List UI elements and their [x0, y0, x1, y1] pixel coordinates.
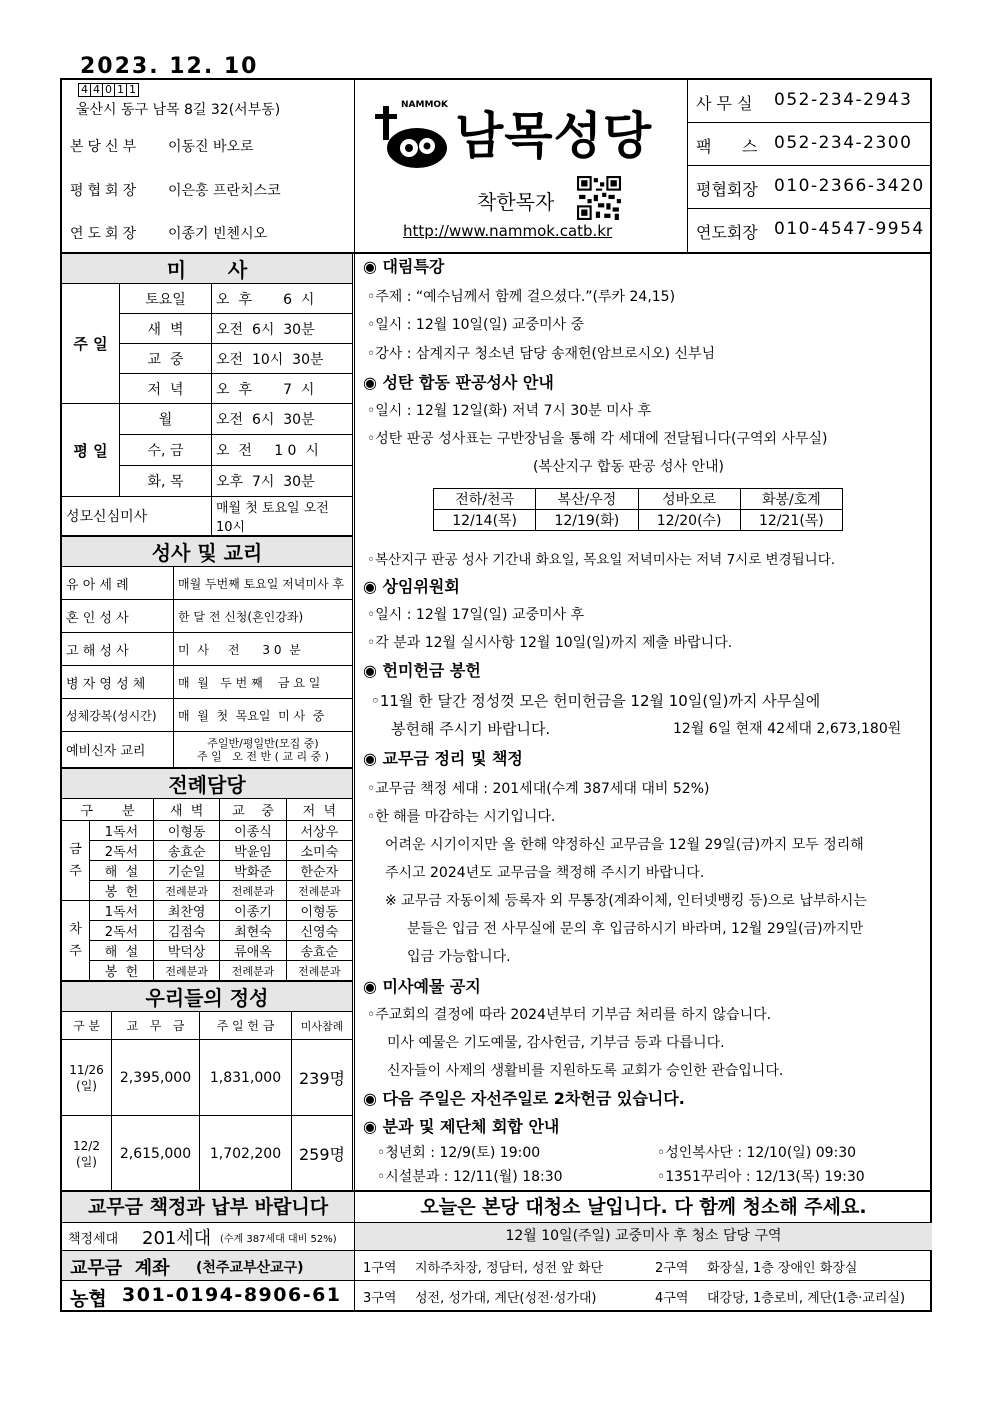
- zones-row-1: 1구역 지하주차장, 정담터, 성전 앞 화단 2구역 화장실, 1층 장애인 화장실: [355, 1250, 932, 1280]
- footer-strip: [62, 1190, 932, 1310]
- notice-meetings-title: ◉ 분과 및 제단체 회합 안내: [363, 1114, 559, 1137]
- notices-column: ◉ 대림특강 ◦주제 : “예수님께서 함께 걸으셨다.”(루카 24,15) ◦일시 : 12월 10일(일) 교중미사 중 ◦강사 : 삼계지구 청소년 담당 송재헌(암브로시오) 신부님 ◉ 성탄 합동 판공성사 안내 ◦일시 : 12월 12일(화) 저녁 7시 30분 미사 후 ◦성탄 판공 성사표는 구반장님을 통해 각 세대에 전달됩니다(구역외 사무실) (복산지구 합동 판공 성사 안내) 전하/천곡 복산/우정 성바오로 화봉/호계 12/14(목) 12/19(화) 12/20(수) 12/21(목) ◦복산지구 판공 성사 기간내 화요일, 목요일 저녁미사는 저녁 7시로 변경됩니다. ◉ 상임위원회 ◦일시 : 12월 17일(일) 교중미사 후 ◦각 분과 12월 실시사항 12월 10일(일)까지 제출 바랍니다. ◉ 헌미헌금 봉헌 ◦11월 한 달간 정성껏 모은 헌미헌금을 12월 10일(일)까지 사무실에 봉헌해 주시기 바랍니다. 12월 6일 현재 42세대 2,673,180원 ◉ 교무금 정리 및 책정 ◦교무금 책정 세대 : 201세대(수계 387세대 대비 52%) ◦한 해를 마감하는 시기입니다. 어려운 시기이지만 올 한해 약정하신 교무금을 12월 29일(금)까지 모두 정리해 주시고 2024년도 교무금을 책정해 주시기 바랍니다. ※ 교무금 자동이체 등록자 외 무통장(계좌이체, 인터넷뱅킹 등)으로 납부하시는 분들은 입금 전 사무실에 문의 후 입금하시기 바라며, 12월 29일(금)까지만 입금 가능합니다. ◉ 미사예물 공지 ◦주교회의 결정에 따라 2024년부터 기부금 처리를 하지 않습니다. 미사 예물은 기도예물, 감사헌금, 기부금 등과 다릅니다. 신자들이 사제의 생활비를 지원하도록 교회가 승인한 관습입니다. ◉ 다음 주일은 자선주일로 2차헌금 있습니다. ◉ 분과 및 제단체 회합 안내 ◦청년회 : 12/9(토) 19:00 ◦성인복사단 : 12/10(일) 09:30 ◦시설분과 : 12/11(월) 18:30 ◦1351꾸리아 : 12/13(목) 19:30: [355, 254, 932, 1190]
- account-label-row: 교무금 계좌 (천주교부산교구): [62, 1250, 355, 1280]
- bulletin-date: 2023. 12. 10: [80, 54, 259, 79]
- sunday-label: 주 일: [62, 284, 120, 404]
- notice-tithe-title: ◉ 교무금 정리 및 책정: [363, 746, 523, 769]
- parish-info: [62, 80, 355, 252]
- pastor-row: 본당신부 이동진 바오로: [70, 139, 254, 155]
- notice-mass-offering-title: ◉ 미사예물 공지: [363, 974, 481, 997]
- contact-office: 사 무 실 052-234-2943: [688, 80, 932, 123]
- account-number-row: 농협 301-0194-8906-61: [62, 1280, 355, 1310]
- confession-schedule-table: 전하/천곡 복산/우정 성바오로 화봉/호계 12/14(목) 12/19(화) 12/20(수) 12/21(목): [433, 488, 843, 531]
- mass-times-table: 미 사 주 일 토요일 오 후 6 시 새 벽 오전 6시 30분 교 중 오전 10시 30분 저 녁 오 후 7 시 평 일 월 오전 6시 30분 수, 금 오 전 1 0 시 화, 목 오후 7시 30분 성모신심미사 매월 첫 토요일 오전 10시: [61, 253, 353, 536]
- brand-small: NAMMOK: [401, 100, 449, 110]
- main-body: [60, 254, 932, 1312]
- contacts: [688, 80, 932, 252]
- bulletin-header: [60, 78, 932, 254]
- motto: 착한목자: [477, 190, 555, 214]
- sacraments-table: 성사 및 교리 유 아 세 례 매월 두번째 토요일 저녁미사 후 혼 인 성 사 한 달 전 신청(혼인강좌) 고 해 성 사 미 사 전 3 0 분 병 자 영 성 체 매 월 두 번 째 금 요 일 성체강복(성시간) 매 월 첫 목요일 미 사 중 예비신자 교리 주일반/평일반(모집 중) 주 일 오 전 반 ( 교 리 중 ): [61, 536, 353, 768]
- notice-confession-title: ◉ 성탄 합동 판공성사 안내: [363, 370, 554, 393]
- council-president-row: 평협회장 이은홍 프란치스코: [70, 183, 281, 199]
- church-name: 남목성당: [455, 107, 653, 165]
- church-logo-icon: [375, 100, 455, 170]
- zip-code: 4 4 0 1 1: [78, 83, 138, 97]
- notice-advent-title: ◉ 대림특강: [363, 254, 444, 277]
- contact-funeral: 연도회장 010-4547-9954: [696, 219, 925, 242]
- notice-next-sunday: ◉ 다음 주일은 자선주일로 2차헌금 있습니다.: [363, 1086, 685, 1109]
- cleaning-sub: 12월 10일(주일) 교중미사 후 청소 담당 구역: [355, 1222, 932, 1250]
- contact-council: 평협회장 010-2366-3420: [688, 166, 932, 209]
- zones-row-2: 3구역 성전, 성가대, 계단(성전·성가대) 4구역 대강당, 1층로비, 계단(1층·교리실): [355, 1280, 932, 1310]
- notice-council-title: ◉ 상임위원회: [363, 574, 460, 597]
- tithe-banner: 교무금 책정과 납부 바랍니다: [62, 1190, 355, 1222]
- liturgy-table: 전례담당 구 분 새 벽 교 중 저 녁 금주 1독서 이형동 이종식 서상우 2독서 송효순 박윤임 소미숙 해 설 기순일 박화준 한순자 봉 헌 전례분과 전례분과 전례분과 차주 1독서 최찬영 이종기 이형동 2독서 김점숙 최현숙 신영숙 해 설 박덕상 류애옥 송효순 봉 헌 전례분과 전례분과 전례분과: [61, 768, 353, 981]
- left-column: [62, 254, 355, 1310]
- logo-area: [355, 80, 688, 252]
- address: 울산시 동구 남목 8길 32(서부동): [76, 102, 281, 118]
- tithe-households: 책정세대 201세대 (수계 387세대 대비 52%): [62, 1222, 355, 1250]
- offering-table: 우리들의 정성 구 분 교 무 금 주 일 헌 금 미사참례 11/26 (일) 2,395,000 1,831,000 239명 12/2 (일) 2,615,000 1,702,200 259명: [61, 981, 353, 1192]
- qr-code-icon: [577, 176, 621, 220]
- mass-title: 미 사: [62, 254, 353, 284]
- weekday-label: 평 일: [62, 404, 120, 497]
- website-link[interactable]: http://www.nammok.catb.kr: [403, 222, 613, 240]
- funeral-president-row: 연도회장 이종기 빈첸시오: [70, 226, 268, 242]
- contact-fax: 팩 스 052-234-2300: [688, 123, 932, 166]
- cleaning-banner: 오늘은 본당 대청소 날입니다. 다 함께 청소해 주세요.: [355, 1190, 932, 1222]
- marian-mass-label: 성모신심미사: [62, 497, 212, 536]
- notice-rice-title: ◉ 헌미헌금 봉헌: [363, 658, 481, 681]
